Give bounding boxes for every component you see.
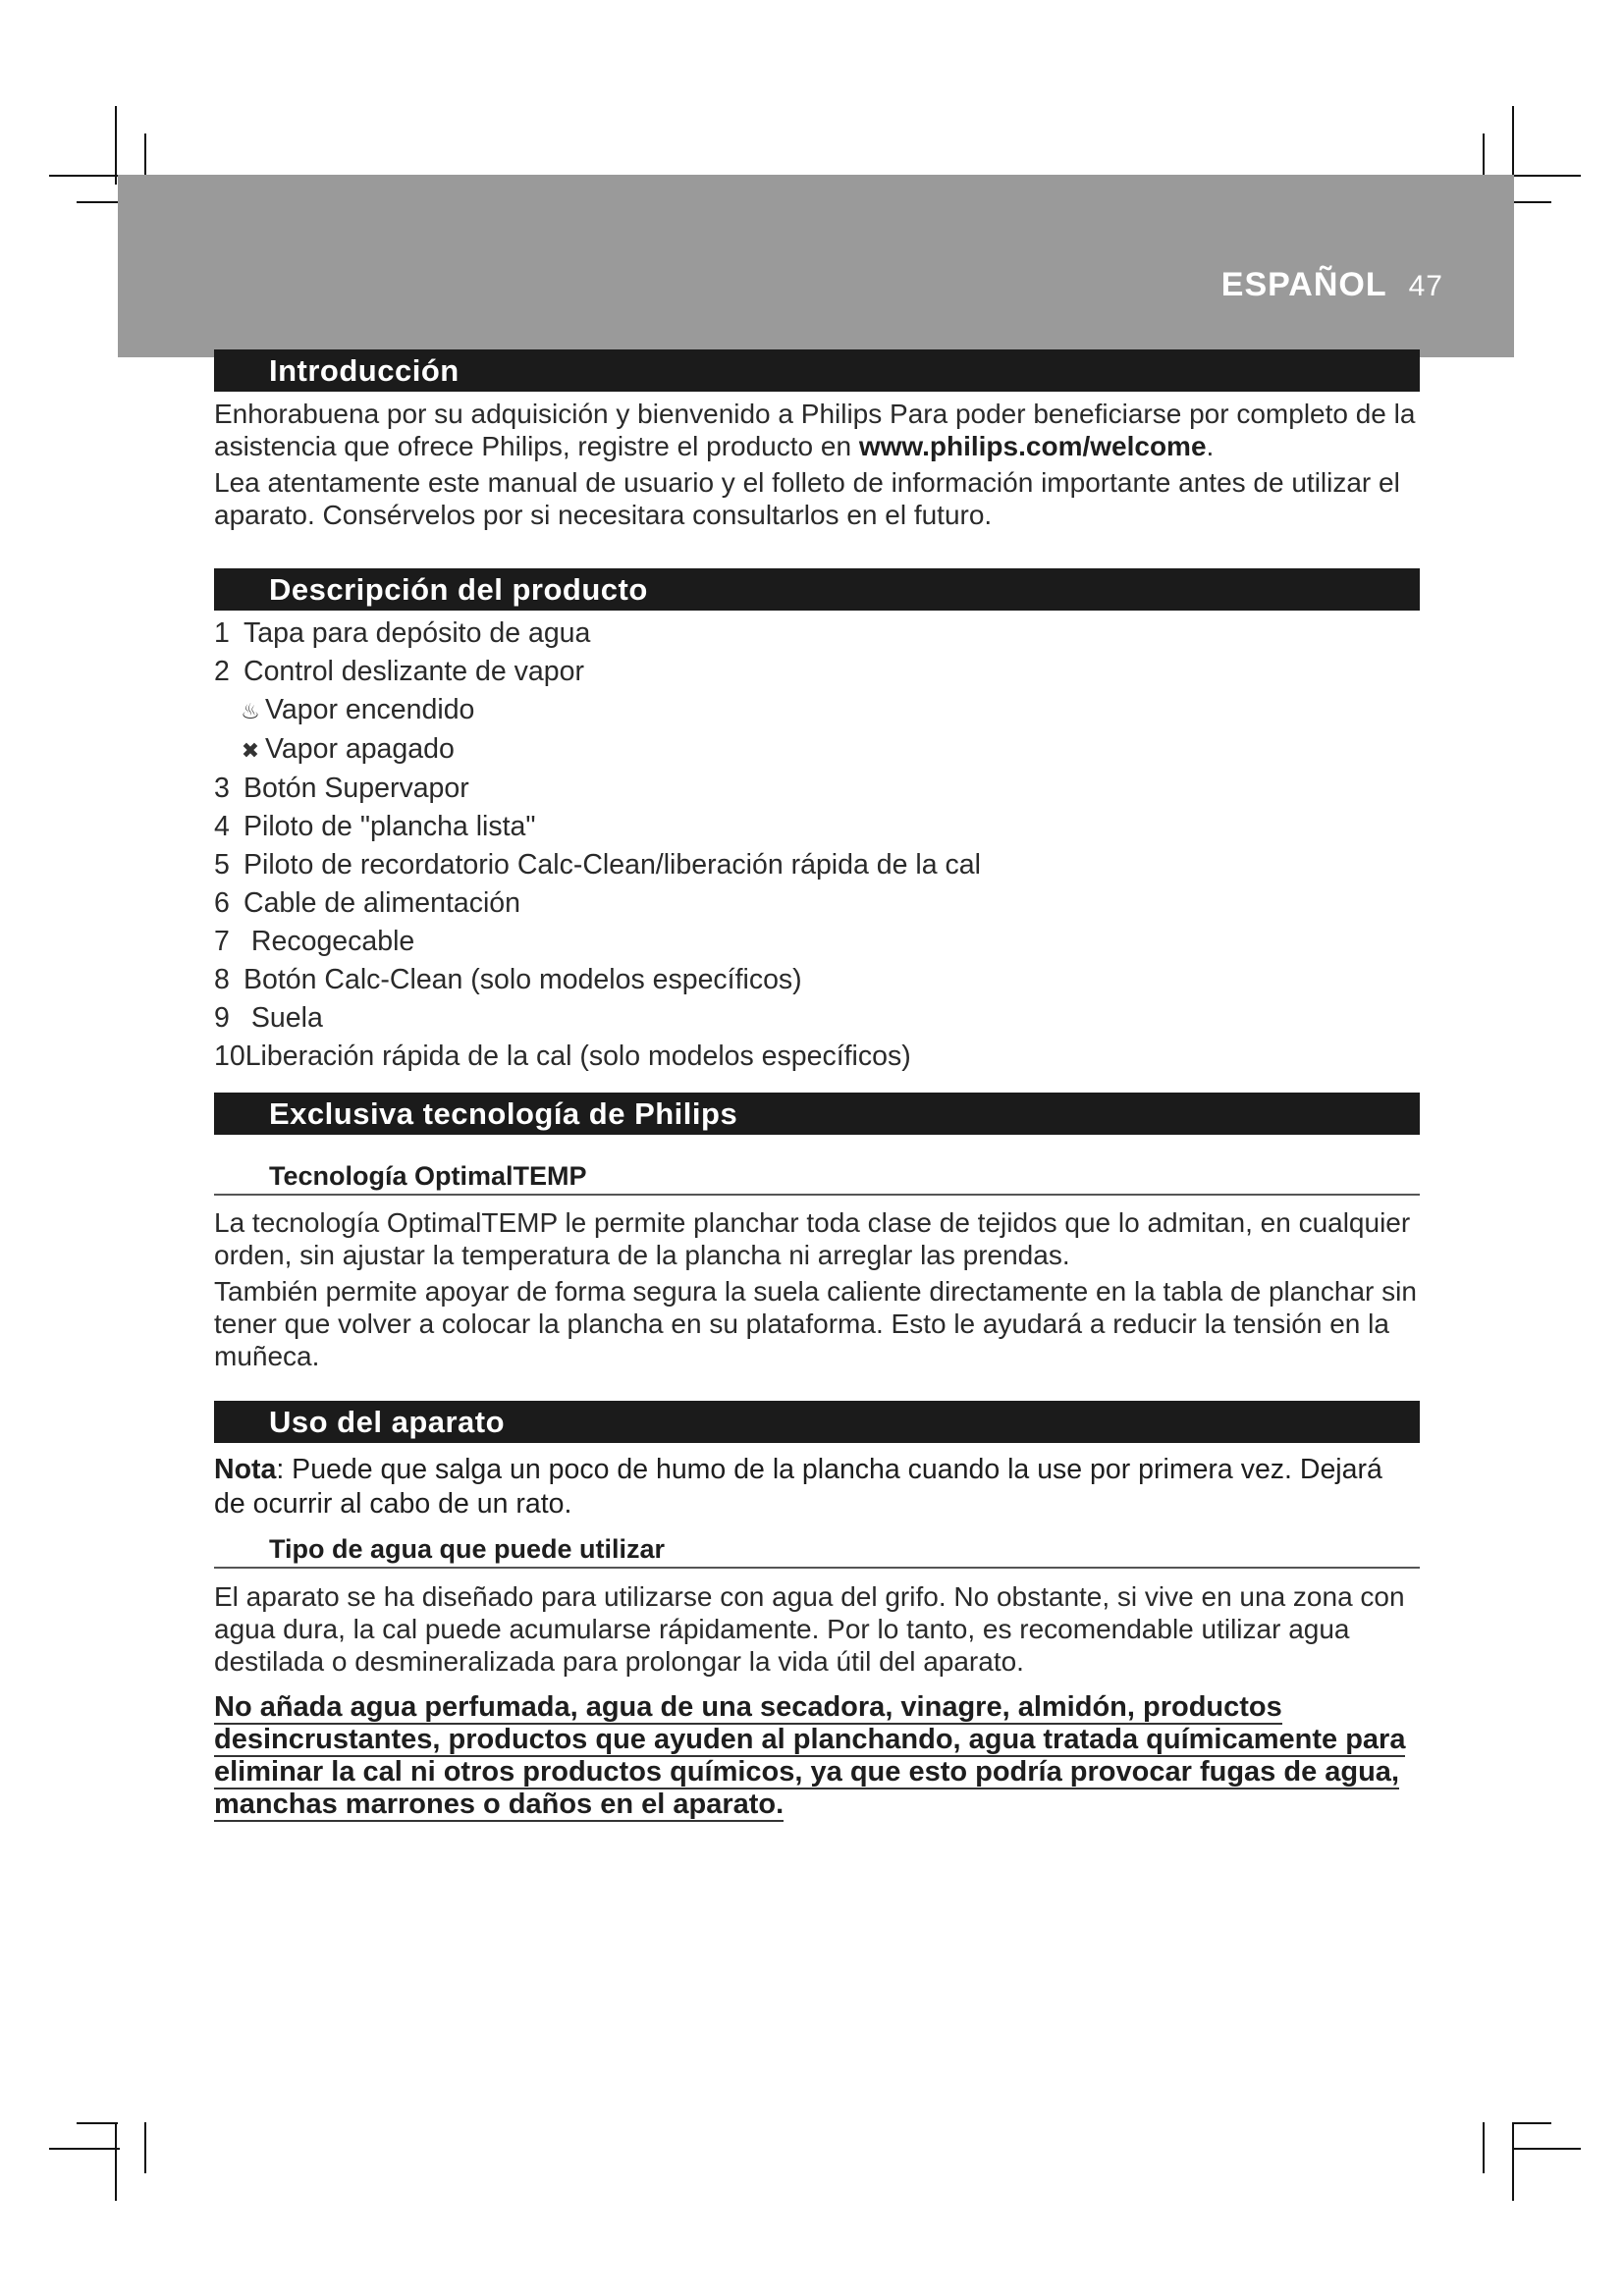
welcome-link[interactable]: www.philips.com/welcome [858,431,1207,461]
section-title-tecnologia: Exclusiva tecnología de Philips [214,1093,1420,1135]
intro-paragraph-2: Lea atentamente este manual de usuario y el folleto de información importante antes de utilizar el aparato. Consérvelos por si necesitara consultarlos en el futuro. [214,467,1400,530]
usage-note: Nota: Puede que salga un poco de humo de la plancha cuando la use por primera vez. Dejará de ocurrir al cabo de un rato. [214,1454,1382,1520]
document-body [214,349,1420,1821]
item-text: Cable de alimentación [244,887,521,919]
list-item [214,923,1420,961]
warning-paragraph: No añada agua perfumada, agua de una secadora, vinagre, almidón, productos desincrustantes, productos que ayuden al planchando, agua tratada químicamente para eliminar la cal ni otros productos químicos, ya que esto podría provocar fugas de agua, manchas marrones o daños en el aparato. [214,1691,1406,1820]
subsection-optimaltemp: Tecnología OptimalTEMP [214,1158,1420,1196]
item-text: Tapa para depósito de agua [244,617,591,649]
item-number: 7 [214,926,230,957]
page-header [1221,266,1443,304]
header-band [118,175,1514,357]
intro-paragraph-1: Enhorabuena por su adquisición y bienvenido a Philips Para poder beneficiarse por completo de la asistencia que ofrece Philips, registre el producto en www.philips.com/welcome. [214,399,1416,461]
list-item [214,691,1420,730]
list-item [214,653,1420,691]
item-text: Liberación rápida de la cal (solo modelos específicos) [244,1041,911,1072]
tech-paragraph-1: La tecnología OptimalTEMP le permite planchar toda clase de tejidos que lo admitan, en cualquier orden, sin ajustar la temperatura de la plancha ni arreglar las prendas. [214,1207,1411,1270]
item-number: 8 [214,964,230,995]
item-number: 5 [214,849,230,881]
tech-paragraph-2: También permite apoyar de forma segura la suela caliente directamente en la tabla de planchar sin tener que volver a colocar la plancha en su plataforma. Esto le ayudará a reducir la tensión en la muñeca. [214,1276,1417,1371]
item-number: 6 [214,887,230,919]
item-number: 4 [214,811,230,842]
item-number: 2 [214,656,230,687]
item-number: 1 [214,617,230,649]
section-title-descripcion: Descripción del producto [214,568,1420,611]
list-item [214,884,1420,923]
product-parts-list [214,614,1420,1076]
list-item [214,770,1420,808]
item-text: Recogecable [244,926,415,957]
item-text: Vapor apagado [265,733,455,765]
steam-off-icon: ✖ [241,738,260,763]
water-paragraph: El aparato se ha diseñado para utilizarse con agua del grifo. No obstante, si vive en una zona con agua dura, la cal puede acumularse rápidamente. Por lo tanto, es recomendable utilizar agua destilada o desmineralizada para prolongar la vida útil del aparato. [214,1581,1405,1677]
item-text: Piloto de "plancha lista" [244,811,536,842]
list-item [214,808,1420,846]
steam-on-icon: ♨ [241,699,260,723]
list-item [214,846,1420,884]
list-item [214,614,1420,653]
item-text: Suela [244,1002,323,1034]
item-number: 10 [214,1041,245,1072]
section-title-introduccion: Introducción [214,349,1420,392]
list-item [214,730,1420,770]
list-item [214,961,1420,999]
language-label: ESPAÑOL [1220,266,1387,303]
item-number: 9 [214,1002,230,1034]
list-item [214,1038,1420,1076]
subsection-water-type: Tipo de agua que puede utilizar [214,1531,1420,1569]
item-text: Vapor encendido [265,694,475,725]
item-number: 3 [214,773,230,804]
list-item [214,999,1420,1038]
item-text: Botón Supervapor [244,773,469,804]
page-number: 47 [1408,270,1443,302]
item-text: Control deslizante de vapor [244,656,584,687]
item-text: Piloto de recordatorio Calc-Clean/liberación rápida de la cal [244,849,981,881]
item-text: Botón Calc-Clean (solo modelos específicos) [244,964,802,995]
section-title-uso: Uso del aparato [214,1401,1420,1443]
note-label: Nota [214,1454,277,1485]
